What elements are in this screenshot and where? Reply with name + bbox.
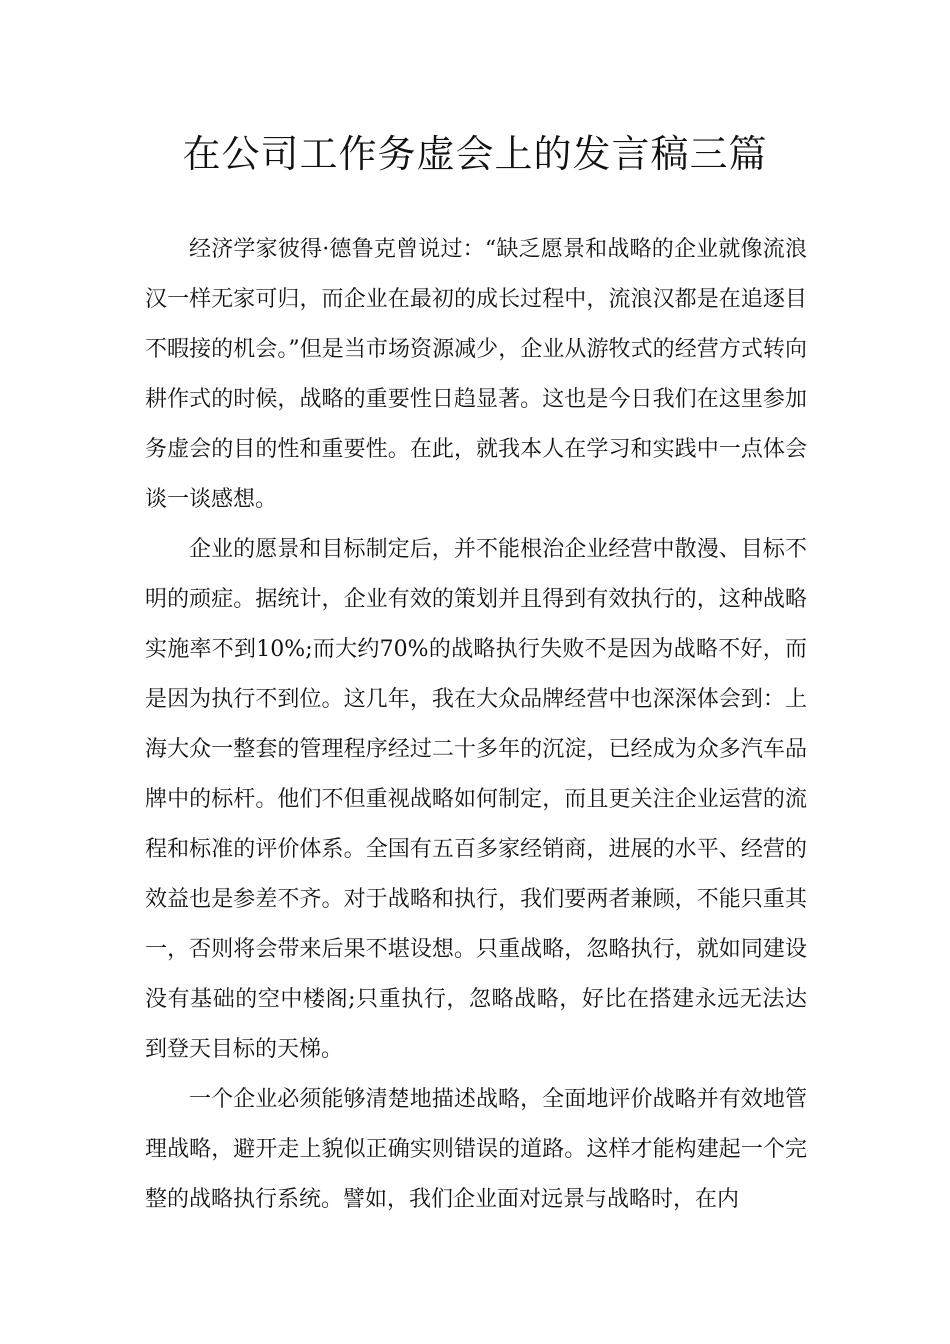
document-body <box>145 225 807 1225</box>
paragraph-3: 一个企业必须能够清楚地描述战略，全面地评价战略并有效地管理战略，避开走上貌似正确实则错误的道路。这样才能构建起一个完整的战略执行系统。譬如，我们企业面对远景与战略时，在内 <box>145 1087 807 1212</box>
document-title: 在公司工作务虚会上的发言稿三篇 <box>182 132 768 176</box>
paragraph-1: 经济学家彼得·德鲁克曾说过：“缺乏愿景和战略的企业就像流浪汉一样无家可归，而企业在最初的成长过程中，流浪汉都是在追逐目不暇接的机会。”但是当市场资源减少，企业从游牧式的经营方式转向耕作式的时候，战略的重要性日趋显著。这也是今日我们在这里参加务虚会的目的性和重要性。在此，就我本人在学习和实践中一点体会谈一谈感想。 <box>145 237 807 512</box>
paragraph-2: 企业的愿景和目标制定后，并不能根治企业经营中散漫、目标不明的顽症。据统计，企业有效的策划并且得到有效执行的，这种战略实施率不到10%;而大约70%的战略执行失败不是因为战略不好，而是因为执行不到位。这几年，我在大众品牌经营中也深深体会到：上海大众一整套的管理程序经过二十多年的沉淀，已经成为众多汽车品牌中的标杆。他们不但重视战略如何制定，而且更关注企业运营的流程和标准的评价体系。全国有五百多家经销商，进展的水平、经营的效益也是参差不齐。对于战略和执行，我们要两者兼顾，不能只重其一，否则将会带来后果不堪设想。只重战略，忽略执行，就如同建设没有基础的空中楼阁;只重执行，忽略战略，好比在搭建永远无法达到登天目标的天梯。 <box>145 537 807 1062</box>
